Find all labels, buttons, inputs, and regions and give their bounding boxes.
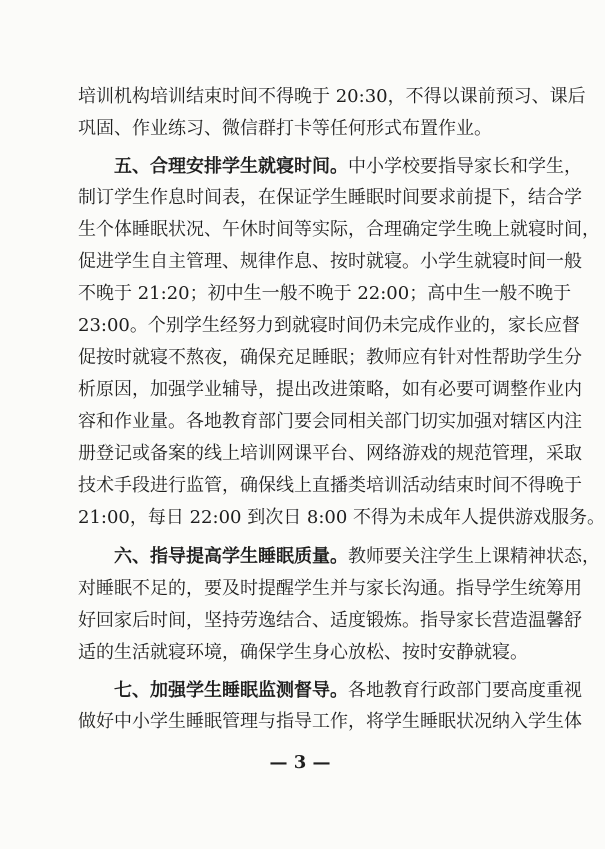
page-number: — 3 — xyxy=(269,752,331,773)
body-text-line: 巩固、作业练习、微信群打卡等任何形式布置作业。 xyxy=(78,118,492,139)
body-text-line: 册登记或备案的线上培训网课平台、网络游戏的规范管理，采取 xyxy=(78,443,582,464)
section-7-first-line xyxy=(114,679,582,703)
section-5-heading: 五、合理安排学生就寝时间。 xyxy=(114,156,348,177)
section-6-text: 教师要关注学生上课精神状态， xyxy=(348,546,600,567)
body-text-line: 技术手段进行监管，确保线上直播类培训活动结束时间不得晚于 xyxy=(78,475,582,496)
body-text-line: 析原因，加强学业辅导，提出改进策略，如有必要可调整作业内 xyxy=(78,379,582,400)
body-text-line: 容和作业量。各地教育部门要会同相关部门切实加强对辖区内注 xyxy=(78,411,582,432)
body-text-line: 做好中小学生睡眠管理与指导工作，将学生睡眠状况纳入学生体 xyxy=(78,711,582,732)
section-5-text: 中小学校要指导家长和学生， xyxy=(348,156,582,177)
section-7-heading: 七、加强学生睡眠监测督导。 xyxy=(114,680,348,701)
section-5-first-line xyxy=(114,155,582,179)
body-text-line: 适的生活就寝环境，确保学生身心放松、按时安静就寝。 xyxy=(78,642,528,663)
body-text-line: 促按时就寝不熬夜，确保充足睡眠；教师应有针对性帮助学生分 xyxy=(78,347,582,368)
body-text-line: 不晚于 21:20；初中生一般不晚于 22:00；高中生一般不晚于 xyxy=(78,283,572,304)
body-text-line: 生个体睡眠状况、午休时间等实际，合理确定学生晚上就寝时间， xyxy=(78,219,600,240)
section-6-heading: 六、指导提高学生睡眠质量。 xyxy=(114,546,348,567)
body-text-line: 促进学生自主管理、规律作息、按时就寝。小学生就寝时间一般 xyxy=(78,251,582,272)
section-6-first-line xyxy=(114,545,600,569)
section-7-text: 各地教育行政部门要高度重视 xyxy=(348,680,582,701)
body-text-line: 23:00。个别学生经努力到就寝时间仍未完成作业的，家长应督 xyxy=(78,315,580,336)
body-text-line: 21:00，每日 22:00 到次日 8:00 不得为未成年人提供游戏服务。 xyxy=(78,507,605,528)
body-text-line: 制订学生作息时间表，在保证学生睡眠时间要求前提下，结合学 xyxy=(78,187,582,208)
body-text-line: 对睡眠不足的，要及时提醒学生并与家长沟通。指导学生统筹用 xyxy=(78,578,582,599)
body-text-line: 好回家后时间，坚持劳逸结合、适度锻炼。指导家长营造温馨舒 xyxy=(78,610,582,631)
body-text-line: 培训机构培训结束时间不得晚于 20:30，不得以课前预习、课后 xyxy=(78,86,586,107)
